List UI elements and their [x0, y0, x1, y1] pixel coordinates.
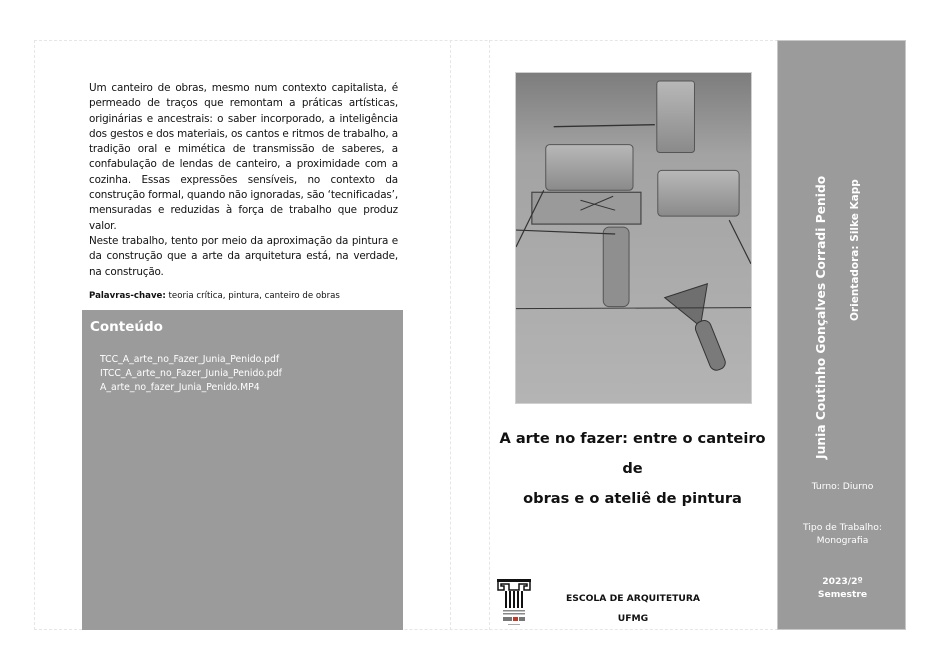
cover-drawing-image: [515, 72, 752, 404]
advisor-name: Orientadora: Silke Kapp: [849, 179, 861, 321]
drawing-icon: [516, 73, 751, 403]
fold-line: [489, 40, 490, 630]
abstract-paragraph: Um canteiro de obras, mesmo num contexto capitalista, é permeado de traços que remontam a práticas artísticas, originárias e ancestrais: o saber incorporado, a inteligência dos gestos e dos materiais, os cantos e ritmos de trabalho, a tradição oral e mimética de transmissão de saberes, a confabulação de lendas de canteiro, a proximidade com a cozinha. Essas expressões sensíveis, no contexto da construção formal, quando não ignoradas, são ‘tecnificadas’, mensuradas e reduzidas à força de trabalho que produz valor.: [89, 82, 398, 232]
file-link[interactable]: TCC_A_arte_no_Fazer_Junia_Penido.pdf: [100, 354, 280, 365]
school-name: [560, 589, 706, 629]
contents-heading: Conteúdo: [90, 319, 163, 335]
file-list: [100, 353, 282, 395]
year: 2023/2º: [822, 576, 863, 587]
school-logo-icon: [496, 578, 532, 628]
work-type-label: Tipo de Trabalho:: [803, 522, 882, 533]
author-name: Junia Coutinho Gonçalves Corradi Penido: [814, 175, 828, 459]
semester: Semestre: [817, 589, 868, 600]
abstract-paragraph: Neste trabalho, tento por meio da aproximação da pintura e da construção que a arte da arquitetura está, na verdade, na construção.: [89, 234, 398, 278]
fold-line: [450, 40, 451, 630]
work-type: [778, 521, 907, 547]
title-line: obras e o ateliê de pintura: [523, 490, 742, 507]
keywords-label: Palavras-chave:: [89, 291, 166, 301]
abstract: [89, 81, 398, 280]
file-link[interactable]: A_arte_no_fazer_Junia_Penido.MP4: [100, 382, 260, 393]
contents-box: [82, 310, 403, 630]
file-link[interactable]: ITCC_A_arte_no_Fazer_Junia_Penido.pdf: [100, 368, 282, 379]
semester-info: [778, 575, 907, 601]
document-title: [490, 424, 775, 514]
title-line: A arte no fazer: entre o canteiro de: [499, 430, 766, 477]
school-line: ESCOLA DE ARQUITETURA: [565, 593, 701, 604]
keywords-value: teoria crítica, pintura, canteiro de obras: [165, 291, 340, 301]
shift-info: Turno: Diurno: [811, 481, 874, 492]
info-spine: [777, 40, 906, 630]
school-line: UFMG: [617, 613, 649, 624]
work-type-value: Monografia: [816, 535, 869, 546]
keywords: [89, 290, 409, 302]
